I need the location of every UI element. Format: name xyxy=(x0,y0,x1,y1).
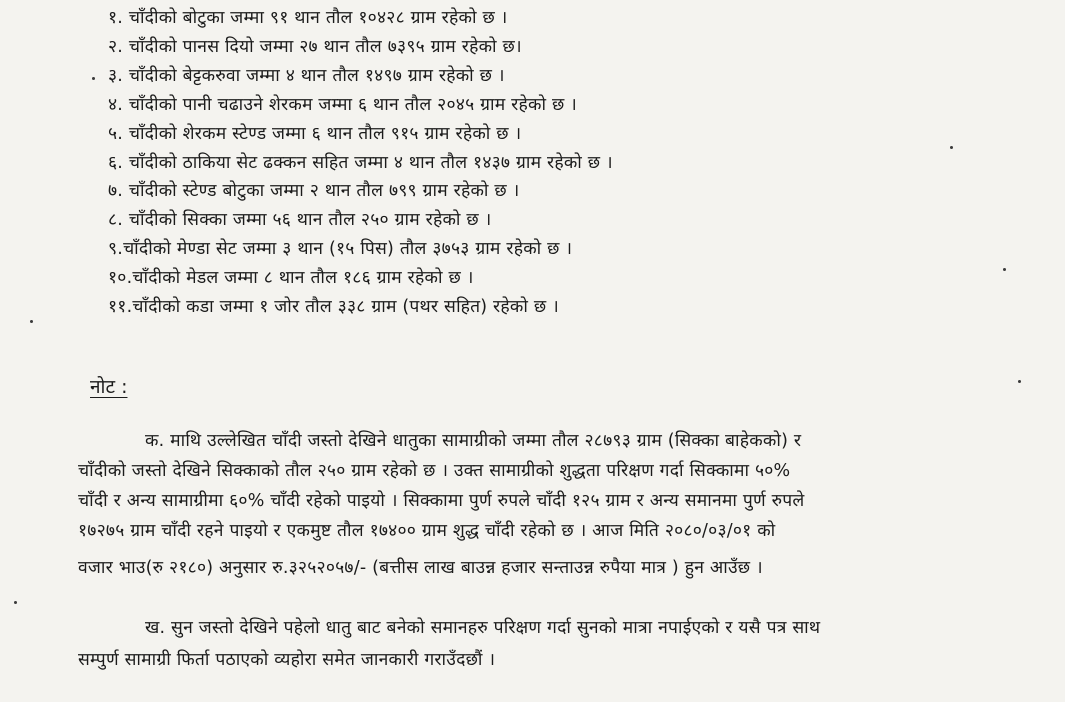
scan-speck xyxy=(1018,380,1021,383)
scan-speck xyxy=(92,77,95,80)
scan-speck xyxy=(14,601,17,604)
scan-speck xyxy=(30,320,33,323)
scan-speck xyxy=(1003,268,1006,271)
note-heading: नोट : xyxy=(90,376,128,398)
paragraph-line: चाँदीको जस्तो देखिने सिक्काको तौल २५० ग्राम रहेको छ । उक्त सामाग्रीको शुद्धता परिक्षण गर्दा सिक्कामा ५०% xyxy=(78,461,791,481)
list-item: १. चाँदीको बोटुका जम्मा ९१ थान तौल १०४२८ ग्राम रहेको छ । xyxy=(108,8,508,28)
scan-speck xyxy=(950,146,953,149)
paragraph-line: सम्पुर्ण सामाग्री फिर्ता पठाएको व्यहोरा समेत जानकारी गराउँदछौं । xyxy=(78,650,496,670)
list-item: २. चाँदीको पानस दियो जम्मा २७ थान तौल ७३९५ ग्राम रहेको छ। xyxy=(108,36,522,57)
paragraph-line: १७२७५ ग्राम चाँदी रहने पाइयो र एकमुष्ट तौल १७४०० ग्राम शुद्ध चाँदी रहेको छ । आज मिति २०८०/०३/०१ को xyxy=(78,521,776,541)
paragraph-line: ख. सुन जस्तो देखिने पहेलो धातु बाट बनेको समानहरु परिक्षण गर्दा सुनको मात्रा नपाईएको र यसै पत्र साथ xyxy=(145,618,821,638)
list-item: १०.चाँदीको मेडल जम्मा ८ थान तौल १८६ ग्राम रहेको छ । xyxy=(108,268,474,289)
list-item: ६. चाँदीको ठाकिया सेट ढक्कन सहित जम्मा ४ थान तौल १४३७ ग्राम रहेको छ । xyxy=(108,152,613,173)
list-item: ७. चाँदीको स्टेण्ड बोटुका जम्मा २ थान तौल ७९९ ग्राम रहेको छ । xyxy=(108,181,520,202)
list-item: ११.चाँदीको कडा जम्मा १ जोर तौल ३३८ ग्राम (पथर सहित) रहेको छ । xyxy=(108,297,559,318)
list-item: ४. चाँदीको पानी चढाउने शेरकम जम्मा ६ थान तौल २०४५ ग्राम रहेको छ । xyxy=(108,94,578,115)
paragraph-line: वजार भाउ(रु २१८०) अनुसार रु.३२५२०५७/- (बत्तीस लाख बाउन्न हजार सन्ताउन्न रुपैया मात्र ) हुन आउँछ । xyxy=(78,558,763,578)
silver-items-list xyxy=(108,4,613,322)
list-item: ८. चाँदीको सिक्का जम्मा ५६ थान तौल २५० ग्राम रहेको छ । xyxy=(108,210,492,231)
paragraph-line: चाँदी र अन्य सामाग्रीमा ६०% चाँदी रहेको पाइयो । सिक्कामा पुर्ण रुपले चाँदी १२५ ग्राम र अन्य समानमा पुर्ण रुपले xyxy=(78,491,805,511)
list-item: ५. चाँदीको शेरकम स्टेण्ड जम्मा ६ थान तौल ९१५ ग्राम रहेको छ । xyxy=(108,123,522,144)
list-item: ९.चाँदीको मेण्डा सेट जम्मा ३ थान (१५ पिस) तौल ३७५३ ग्राम रहेको छ । xyxy=(108,239,573,260)
list-item: ३. चाँदीको बेट्टकरुवा जम्मा ४ थान तौल १४९७ ग्राम रहेको छ । xyxy=(108,65,505,86)
paragraph-line: क. माथि उल्लेखित चाँदी जस्तो देखिने धातुका सामाग्रीको जम्मा तौल २८७९३ ग्राम (सिक्का बाहेकको) र xyxy=(145,431,802,451)
